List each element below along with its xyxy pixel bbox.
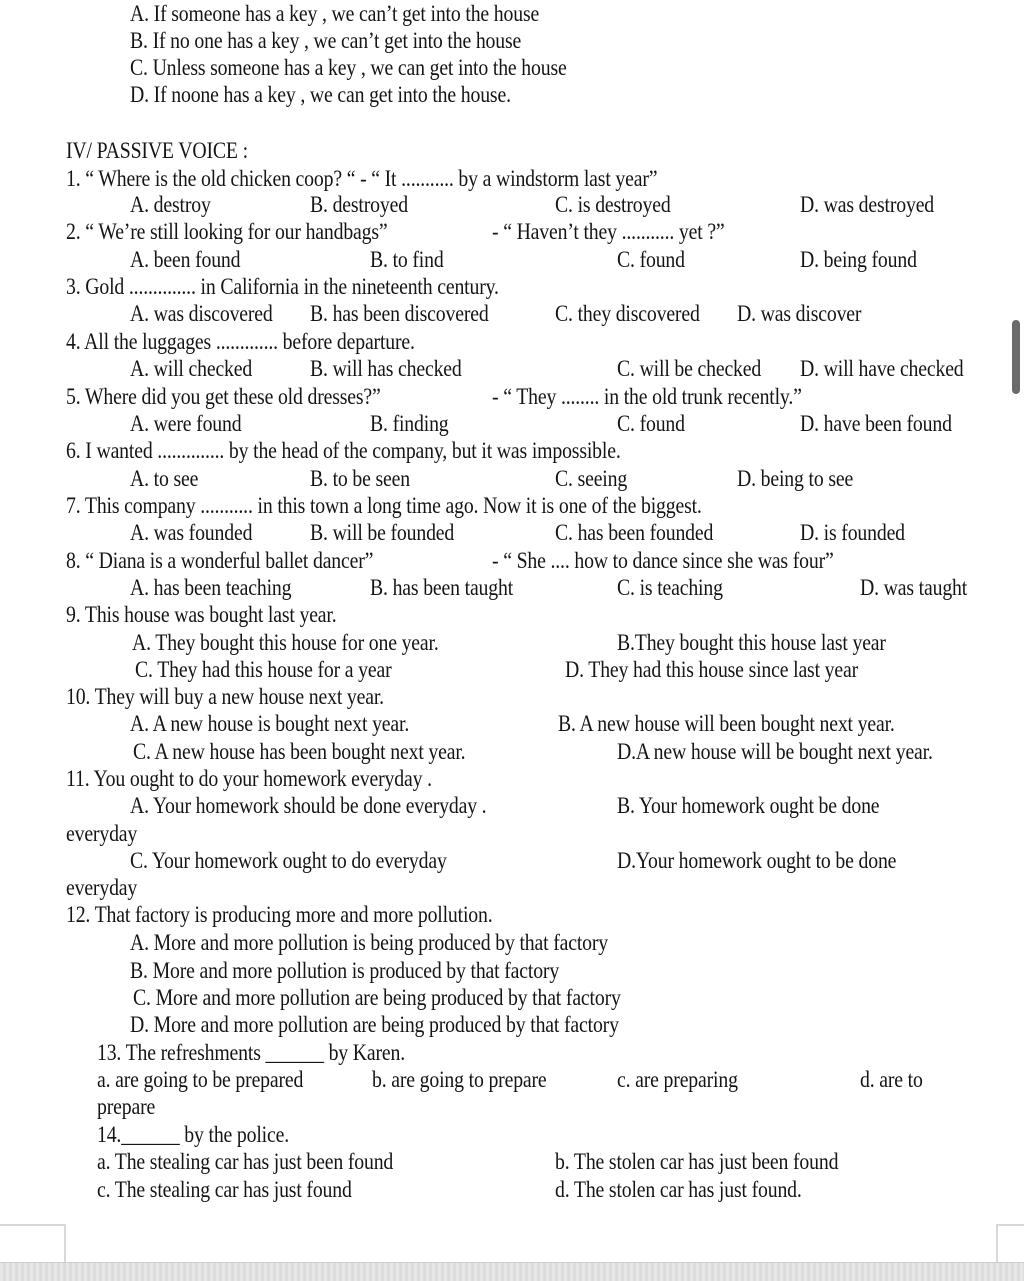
q4-option-a: A. will checked — [130, 356, 253, 381]
q4-option-b: B. will has checked — [310, 356, 462, 381]
q3-option-a: A. was discovered — [130, 301, 273, 326]
question-5-reply: - “ They ........ in the old trunk recently.” — [492, 384, 802, 409]
question-14: 14.______ by the police. — [97, 1122, 289, 1147]
next-page-edge-left — [0, 1224, 66, 1264]
q11-option-b: B. Your homework ought be done — [617, 793, 880, 818]
question-2: 2. “ We’re still looking for our handbags” — [66, 219, 388, 244]
top-option-b: B. If no one has a key , we can’t get into the house — [130, 28, 522, 53]
question-6: 6. I wanted .............. by the head of the company, but it was impossible. — [66, 438, 621, 463]
q12-option-c: C. More and more pollution are being produced by that factory — [133, 985, 621, 1010]
q1-option-b: B. destroyed — [310, 192, 408, 217]
section-title: IV/ PASSIVE VOICE : — [66, 138, 248, 163]
q11-option-d: D.Your homework ought to be done — [617, 848, 897, 873]
q13-option-a: a. are going to be prepared — [97, 1067, 304, 1092]
q7-option-d: D. is founded — [800, 520, 905, 545]
q7-option-c: C. has been founded — [555, 520, 714, 545]
vertical-scrollbar-thumb[interactable] — [1012, 320, 1020, 394]
q4-option-d: D. will have checked — [800, 356, 964, 381]
q6-option-c: C. seeing — [555, 466, 628, 491]
q8-option-c: C. is teaching — [617, 575, 723, 600]
q3-option-b: B. has been discovered — [310, 301, 489, 326]
q8-option-a: A. has been teaching — [130, 575, 292, 600]
q13-option-c: c. are preparing — [617, 1067, 738, 1092]
question-7: 7. This company ........... in this town a long time ago. Now it is one of the biggest. — [66, 493, 702, 518]
q13-option-d-wrap: prepare — [97, 1094, 156, 1119]
page-gap-strip — [0, 1262, 1024, 1281]
q10-option-c: C. A new house has been bought next year. — [133, 739, 466, 764]
q5-option-b: B. finding — [370, 411, 449, 436]
q11-option-c: C. Your homework ought to do everyday — [130, 848, 447, 873]
q11-option-a: A. Your homework should be done everyday . — [130, 793, 487, 818]
q11-option-d-wrap: everyday — [66, 875, 138, 900]
q5-option-a: A. were found — [130, 411, 242, 436]
q9-option-a: A. They bought this house for one year. — [132, 630, 439, 655]
q5-option-d: D. have been found — [800, 411, 952, 436]
q7-option-a: A. was founded — [130, 520, 253, 545]
q11-option-b-wrap: everyday — [66, 821, 138, 846]
q2-option-d: D. being found — [800, 247, 917, 272]
question-10: 10. They will buy a new house next year. — [66, 684, 384, 709]
question-8: 8. “ Diana is a wonderful ballet dancer” — [66, 548, 374, 573]
q13-option-b: b. are going to prepare — [372, 1067, 547, 1092]
q1-option-c: C. is destroyed — [555, 192, 671, 217]
question-9: 9. This house was bought last year. — [66, 602, 337, 627]
q6-option-b: B. to be seen — [310, 466, 410, 491]
q14-option-b: b. The stolen car has just been found — [555, 1149, 839, 1174]
q7-option-b: B. will be founded — [310, 520, 455, 545]
top-option-a: A. If someone has a key , we can’t get into the house — [130, 1, 540, 26]
q9-option-c: C. They had this house for a year — [135, 657, 392, 682]
q6-option-d: D. being to see — [737, 466, 854, 491]
q14-option-c: c. The stealing car has just found — [97, 1177, 352, 1202]
question-1: 1. “ Where is the old chicken coop? “ - “ It ........... by a windstorm last year” — [66, 166, 658, 191]
q12-option-b: B. More and more pollution is produced by that factory — [130, 958, 560, 983]
q3-option-d: D. was discover — [737, 301, 862, 326]
question-3: 3. Gold .............. in California in the nineteenth century. — [66, 274, 499, 299]
q1-option-d: D. was destroyed — [800, 192, 935, 217]
question-5: 5. Where did you get these old dresses?” — [66, 384, 381, 409]
q2-option-a: A. been found — [130, 247, 241, 272]
q9-option-b: B.They bought this house last year — [617, 630, 886, 655]
next-page-edge-right — [996, 1224, 1024, 1264]
question-12: 12. That factory is producing more and more pollution. — [66, 902, 493, 927]
q14-option-d: d. The stolen car has just found. — [555, 1177, 802, 1202]
question-11: 11. You ought to do your homework everyday . — [66, 766, 432, 791]
q9-option-d: D. They had this house since last year — [565, 657, 859, 682]
q10-option-a: A. A new house is bought next year. — [130, 711, 410, 736]
q13-option-d: d. are to — [860, 1067, 923, 1092]
question-2-reply: - “ Haven’t they ........... yet ?” — [492, 219, 725, 244]
q10-option-d: D.A new house will be bought next year. — [617, 739, 933, 764]
q3-option-c: C. they discovered — [555, 301, 700, 326]
top-option-d: D. If noone has a key , we can get into the house. — [130, 82, 511, 107]
q4-option-c: C. will be checked — [617, 356, 762, 381]
q12-option-d: D. More and more pollution are being produced by that factory — [130, 1012, 619, 1037]
q2-option-c: C. found — [617, 247, 685, 272]
top-option-c: C. Unless someone has a key , we can get into the house — [130, 55, 567, 80]
question-4: 4. All the luggages ............. before departure. — [66, 329, 415, 354]
question-8-reply: - “ She .... how to dance since she was four” — [492, 548, 834, 573]
q12-option-a: A. More and more pollution is being produced by that factory — [130, 930, 609, 955]
q8-option-d: D. was taught — [860, 575, 968, 600]
question-13: 13. The refreshments ______ by Karen. — [97, 1040, 406, 1065]
q2-option-b: B. to find — [370, 247, 444, 272]
q6-option-a: A. to see — [130, 466, 199, 491]
q8-option-b: B. has been taught — [370, 575, 514, 600]
q1-option-a: A. destroy — [130, 192, 211, 217]
q5-option-c: C. found — [617, 411, 685, 436]
q14-option-a: a. The stealing car has just been found — [97, 1149, 394, 1174]
q10-option-b: B. A new house will been bought next year. — [558, 711, 895, 736]
